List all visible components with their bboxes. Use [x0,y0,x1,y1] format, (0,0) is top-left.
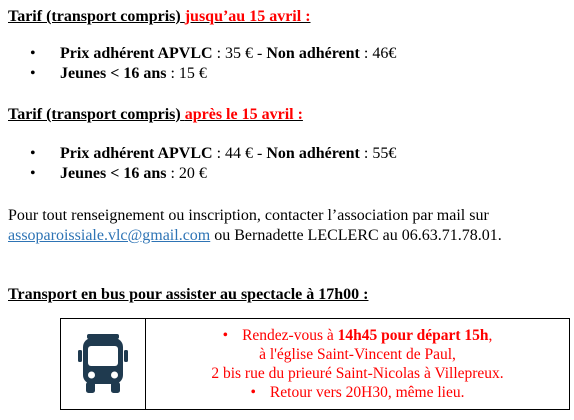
price-label: Non adhérent [266,145,360,162]
tarif-heading-date: jusqu’au 15 avril : [184,8,311,25]
price-label: Jeunes < 16 ans [60,65,167,82]
email-link[interactable]: assoparoissiale.vlc@gmail.com [8,227,211,244]
list-item [30,44,396,64]
transport-heading: Transport en bus pour assister au spectacle à 17h00 : [8,286,369,303]
price-list-after [30,144,396,184]
tarif-heading-prefix: Tarif (transport compris) [8,106,181,123]
price-value: : 44 € - [212,145,267,162]
bus-icon [77,334,129,394]
price-label: Prix adhérent APVLC [60,45,213,62]
contact-paragraph [8,206,502,246]
price-value: : 35 € - [212,45,267,62]
tarif-heading-date: après le 15 avril : [184,106,303,123]
meeting-time-line: • Rendez-vous à 14h45 pour départ 15h, [222,327,493,344]
list-item [30,64,396,84]
price-value: : 46€ [359,45,397,62]
price-list-before [30,44,396,84]
tarif-heading-after [8,106,303,124]
contact-line-2 [8,226,502,246]
tarif-heading-prefix: Tarif (transport compris) [8,8,181,25]
price-value: : 20 € [166,165,207,182]
contact-line-1: Pour tout renseignement ou inscription, contacter l’association par mail sur [8,207,489,224]
meeting-place-line: à l'église Saint-Vincent de Paul, [259,346,456,363]
return-text: Retour vers 20H30, même lieu. [269,384,465,401]
price-value: : 15 € [166,65,207,82]
contact-phone: ou Bernadette LECLERC au 06.63.71.78.01. [210,227,502,244]
bus-icon-cell [61,319,146,409]
transport-info-box [60,318,570,410]
price-label: Prix adhérent APVLC [60,145,213,162]
meeting-time: 14h45 pour départ 15h [337,327,489,344]
list-item [30,164,396,184]
price-label: Non adhérent [266,45,360,62]
transport-details [146,319,569,409]
price-value: : 55€ [359,145,397,162]
meeting-suffix: , [488,327,493,344]
meeting-address-line: 2 bis rue du prieuré Saint-Nicolas à Villepreux. [211,365,504,382]
tarif-heading-before [8,8,311,26]
return-time-line: • Retour vers 20H30, même lieu. [250,384,465,401]
meeting-prefix: Rendez-vous à [242,327,338,344]
price-label: Jeunes < 16 ans [60,165,167,182]
list-item [30,144,396,164]
